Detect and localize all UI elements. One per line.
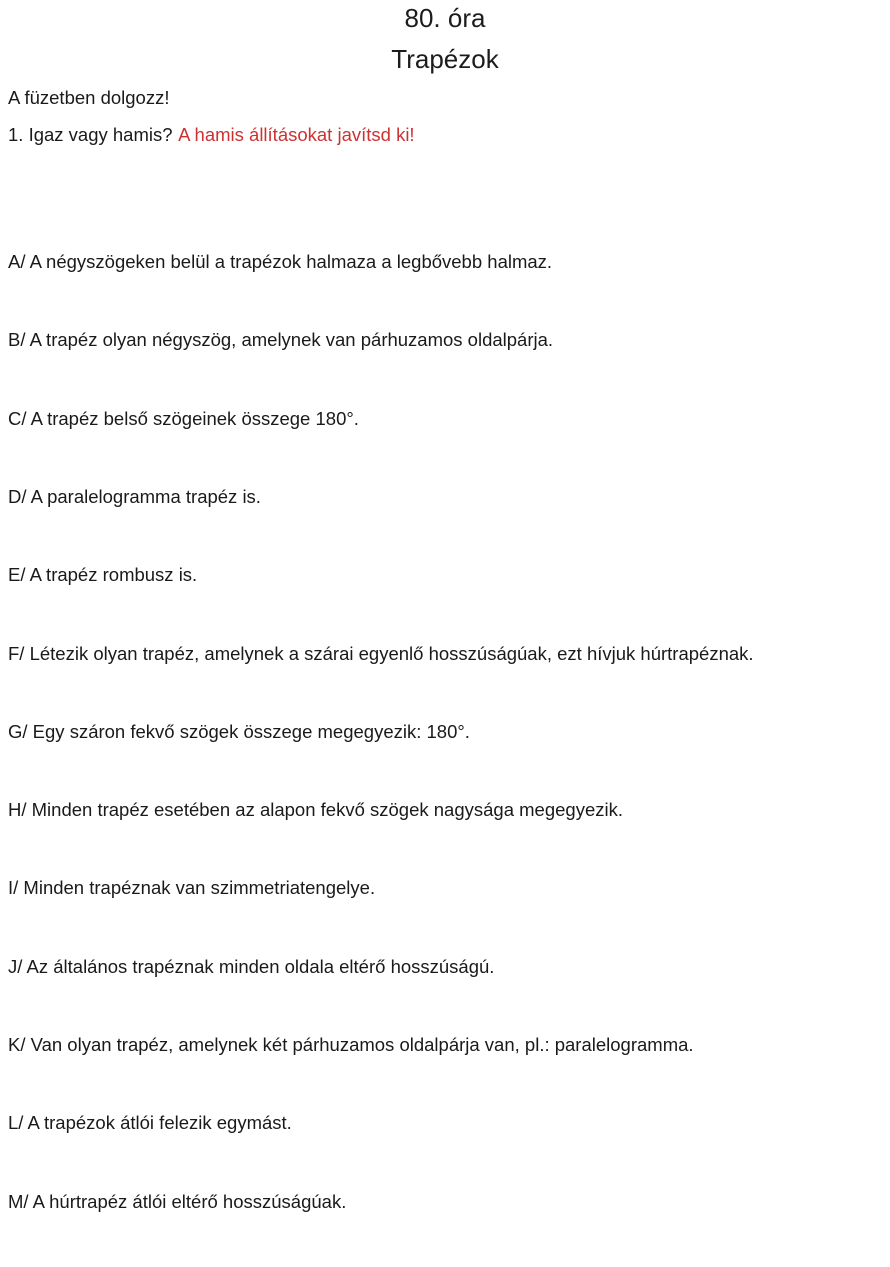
statement-line-a: A/ A négyszögeken belül a trapézok halmaza a legbővebb halmaz. [8, 251, 553, 273]
statement-line-c: C/ A trapéz belső szögeinek összege 180°. [8, 407, 359, 429]
task-prompt [8, 123, 415, 146]
statement-line-f: F/ Létezik olyan trapéz, amelynek a szárai egyenlő hosszúságúak, ezt hívjuk húrtrapéznak. [8, 642, 754, 664]
statement-line-m: M/ A húrtrapéz átlói eltérő hosszúságúak. [8, 1190, 347, 1212]
lesson-number-heading: 80. óra [404, 3, 486, 33]
statement-line-i: I/ Minden trapéznak van szimmetriatengelye. [8, 877, 376, 899]
statement-line-d: D/ A paralelogramma trapéz is. [8, 486, 261, 508]
task-prompt-correction: A hamis állításokat javítsd ki! [178, 124, 415, 145]
statement-line-k: K/ Van olyan trapéz, amelynek két párhuzamos oldalpárja van, pl.: paralelogramma. [8, 1034, 694, 1055]
statement-line-g: G/ Egy száron fekvő szögek összege megegyezik: 180°. [8, 720, 470, 742]
statement-line-h: H/ Minden trapéz esetében az alapon fekvő szögek nagysága megegyezik. [8, 799, 623, 821]
document-title: Trapézok [391, 44, 499, 74]
task-prompt-question: 1. Igaz vagy hamis? [8, 124, 173, 145]
statement-line-e: E/ A trapéz rombusz is. [8, 564, 198, 586]
instruction-text: A füzetben dolgozz! [8, 87, 170, 108]
statement-line-b: B/ A trapéz olyan négyszög, amelynek van párhuzamos oldalpárja. [8, 329, 554, 351]
statement-line-l: L/ A trapézok átlói felezik egymást. [8, 1112, 292, 1134]
statement-line-j: J/ Az általános trapéznak minden oldala eltérő hosszúságú. [8, 955, 495, 977]
statements-list [8, 197, 754, 1267]
